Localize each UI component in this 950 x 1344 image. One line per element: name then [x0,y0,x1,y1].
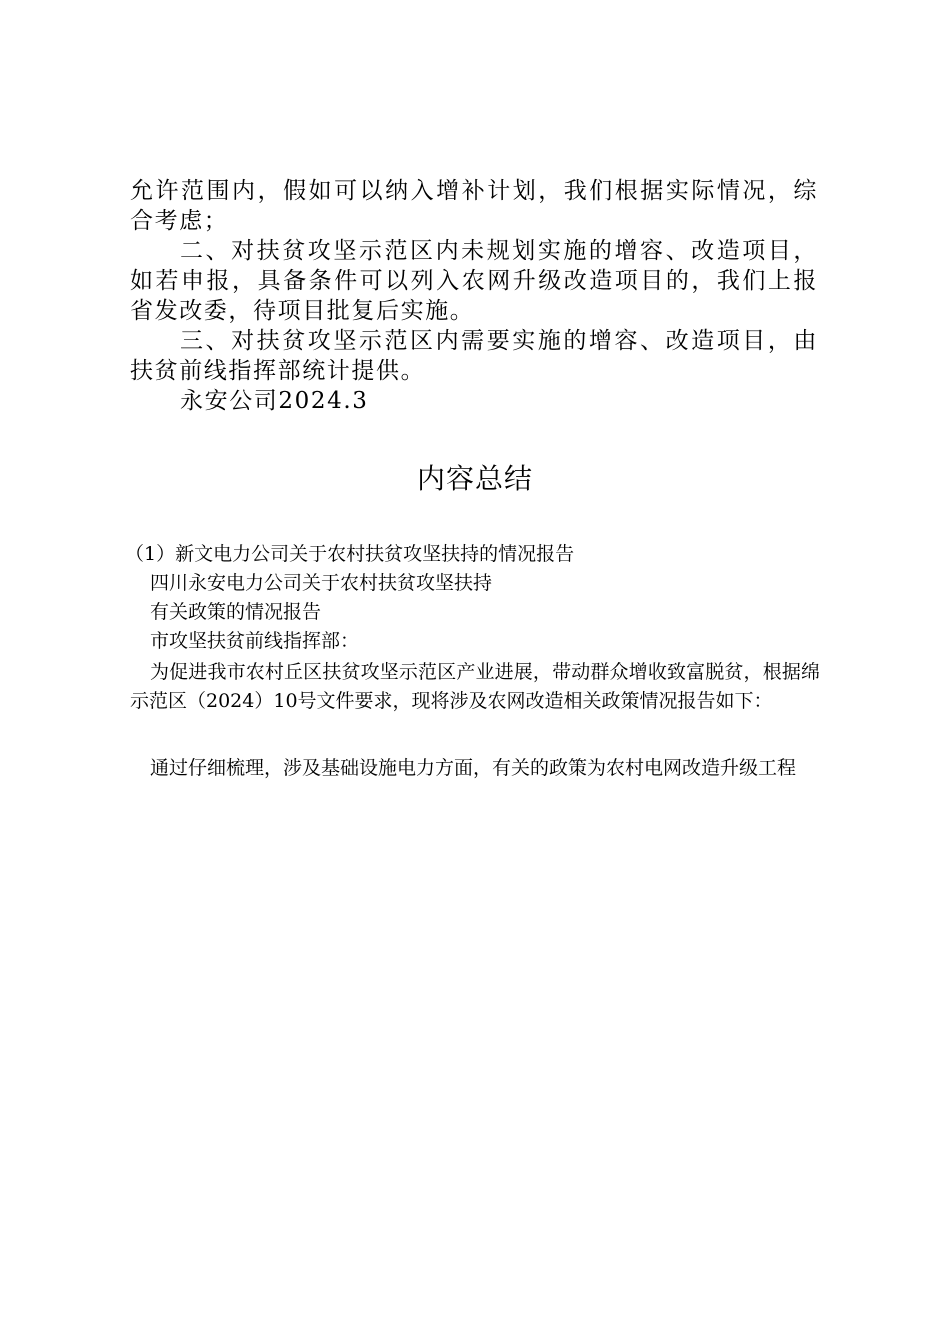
summary-line-findings: 通过仔细梳理，涉及基础设施电力方面，有关的政策为农村电网改造升级工程 [150,757,797,779]
paragraph-item-two: 二、对扶贫攻坚示范区内未规划实施的增容、改造项目，如若申报，具备条件可以列入农网升级改造项目的，我们上报省发改委，待项目批复后实施。 [130,238,818,324]
summary-title: 内容总结 [416,462,533,495]
paragraph-continuation: 允许范围内，假如可以纳入增补计划，我们根据实际情况，综合考虑； [130,178,818,234]
signature-line: 永安公司2024.3 [180,388,369,414]
summary-line-heading: （1）新文电力公司关于农村扶贫攻坚扶持的情况报告 [125,543,575,565]
paragraph-item-three: 三、对扶贫攻坚示范区内需要实施的增容、改造项目，由扶贫前线指挥部统计提供。 [130,328,818,384]
summary-line-addressee: 市攻坚扶贫前线指挥部： [150,630,360,652]
summary-line-company: 四川永安电力公司关于农村扶贫攻坚扶持 [150,572,493,594]
summary-line-purpose: 为促进我市农村丘区扶贫攻坚示范区产业进展，带动群众增收致富脱贫，根据绵示范区（2024）10号文件要求，现将涉及农网改造相关政策情况报告如下： [130,661,820,712]
summary-line-subject: 有关政策的情况报告 [150,601,322,623]
